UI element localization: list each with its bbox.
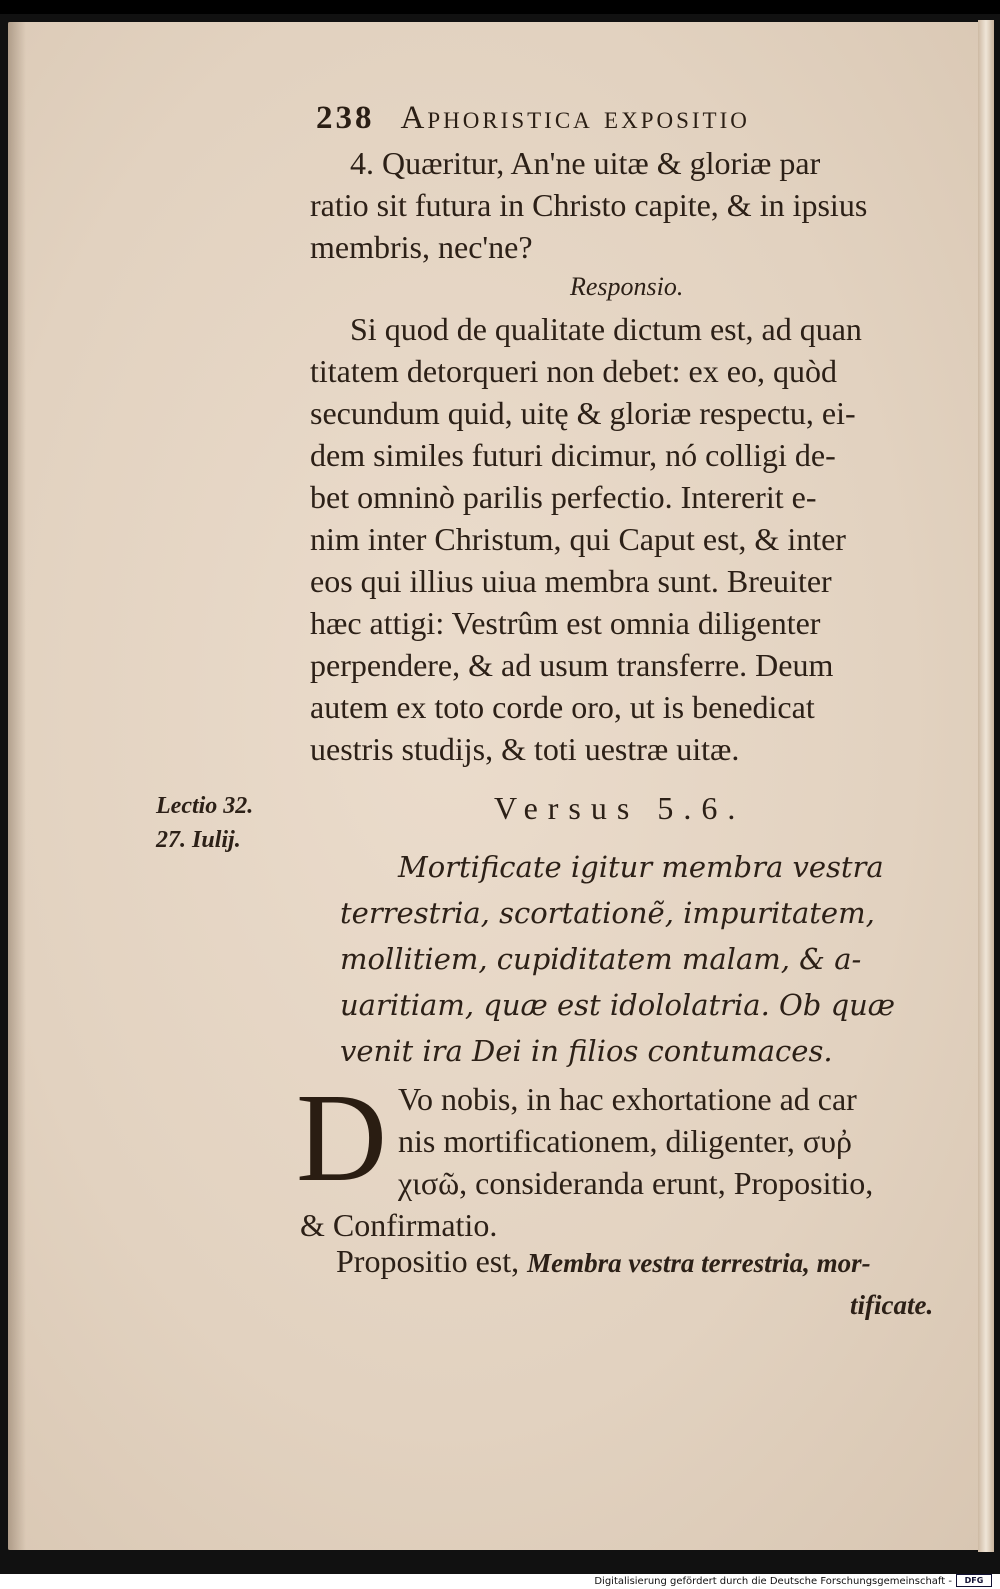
responsio-line: hæc attigi: Vestrûm est omnia diligenter xyxy=(310,605,821,641)
page-number: 238 xyxy=(316,100,375,136)
responsio-heading: Responsio. xyxy=(570,272,684,301)
responsio-line: bet omninò parilis perfectio. Intererit e- xyxy=(310,479,817,515)
binding-shadow xyxy=(8,22,26,1550)
dfg-logo: DFG xyxy=(956,1574,992,1587)
responsio-line: titatem detorqueri non debet: ex eo, quòd xyxy=(310,353,837,389)
verse-line: Mortificate igitur membra vestra xyxy=(398,850,884,884)
responsio-line: secundum quid, uitę & gloriæ respectu, ei- xyxy=(310,395,856,431)
responsio-line: eos qui illius uiua membra sunt. Breuiter xyxy=(310,563,832,599)
question-block xyxy=(310,142,962,268)
commentary-text xyxy=(398,1078,960,1204)
dropcap-initial: D xyxy=(296,1069,387,1208)
propositio-blackletter: Membra vestra terrestria, mor- xyxy=(527,1248,871,1278)
responsio-text xyxy=(310,308,962,770)
responsio-line: autem ex toto corde oro, ut is benedicat xyxy=(310,689,815,725)
page-edge xyxy=(978,20,994,1552)
verse-line: terrestria, scortationẽ, impuritatem, xyxy=(340,896,875,930)
commentary-line: nis mortificationem, diligenter, συῤ xyxy=(398,1123,852,1159)
verse-heading: Versus 5.6. xyxy=(494,790,746,826)
scanned-page xyxy=(0,14,1000,1574)
running-title: Aphoristica expositio xyxy=(400,100,750,136)
footer-credit: Digitalisierung gefördert durch die Deutsche Forschungsgemeinschaft - xyxy=(594,1576,952,1587)
question-line: 4. Quæritur, An'ne uitæ & gloriæ par xyxy=(350,145,821,181)
responsio-line: perpendere, & ad usum transferre. Deum xyxy=(310,647,834,683)
verse-line: uaritiam, quæ est idololatria. Ob quæ xyxy=(340,988,896,1022)
responsio-line: uestris studijs, & toti uestræ uitæ. xyxy=(310,731,740,767)
running-head xyxy=(316,100,886,137)
propositio-line xyxy=(336,1240,962,1284)
commentary-line: χισῶ, consideranda erunt, Propositio, xyxy=(398,1165,874,1201)
commentary-line: Vo nobis, in hac exhortatione ad car xyxy=(398,1081,857,1117)
question-line: membris, nec'ne? xyxy=(310,229,533,265)
responsio-line: dem similes futuri dicimur, nó colligi de- xyxy=(310,437,836,473)
margin-note-line: Lectio 32. xyxy=(156,793,254,819)
catchword: tificate. xyxy=(850,1290,934,1320)
commentary-line-after: & Confirmatio. xyxy=(300,1207,498,1243)
question-line: ratio sit futura in Christo capite, & in ipsius xyxy=(310,187,868,223)
responsio-line: nim inter Christum, qui Caput est, & inter xyxy=(310,521,846,557)
margin-note-line: 27. Iulij. xyxy=(156,827,241,853)
footer-bar xyxy=(0,1574,1000,1589)
verse-line: mollitiem, cupiditatem malam, & a- xyxy=(340,942,862,976)
responsio-line: Si quod de qualitate dictum est, ad quan xyxy=(350,311,862,347)
propositio-lead: Propositio est, xyxy=(336,1243,528,1279)
margin-note xyxy=(156,789,253,857)
verse-line: venit ira Dei in filios contumaces. xyxy=(340,1034,833,1068)
verse-text xyxy=(340,844,920,1074)
